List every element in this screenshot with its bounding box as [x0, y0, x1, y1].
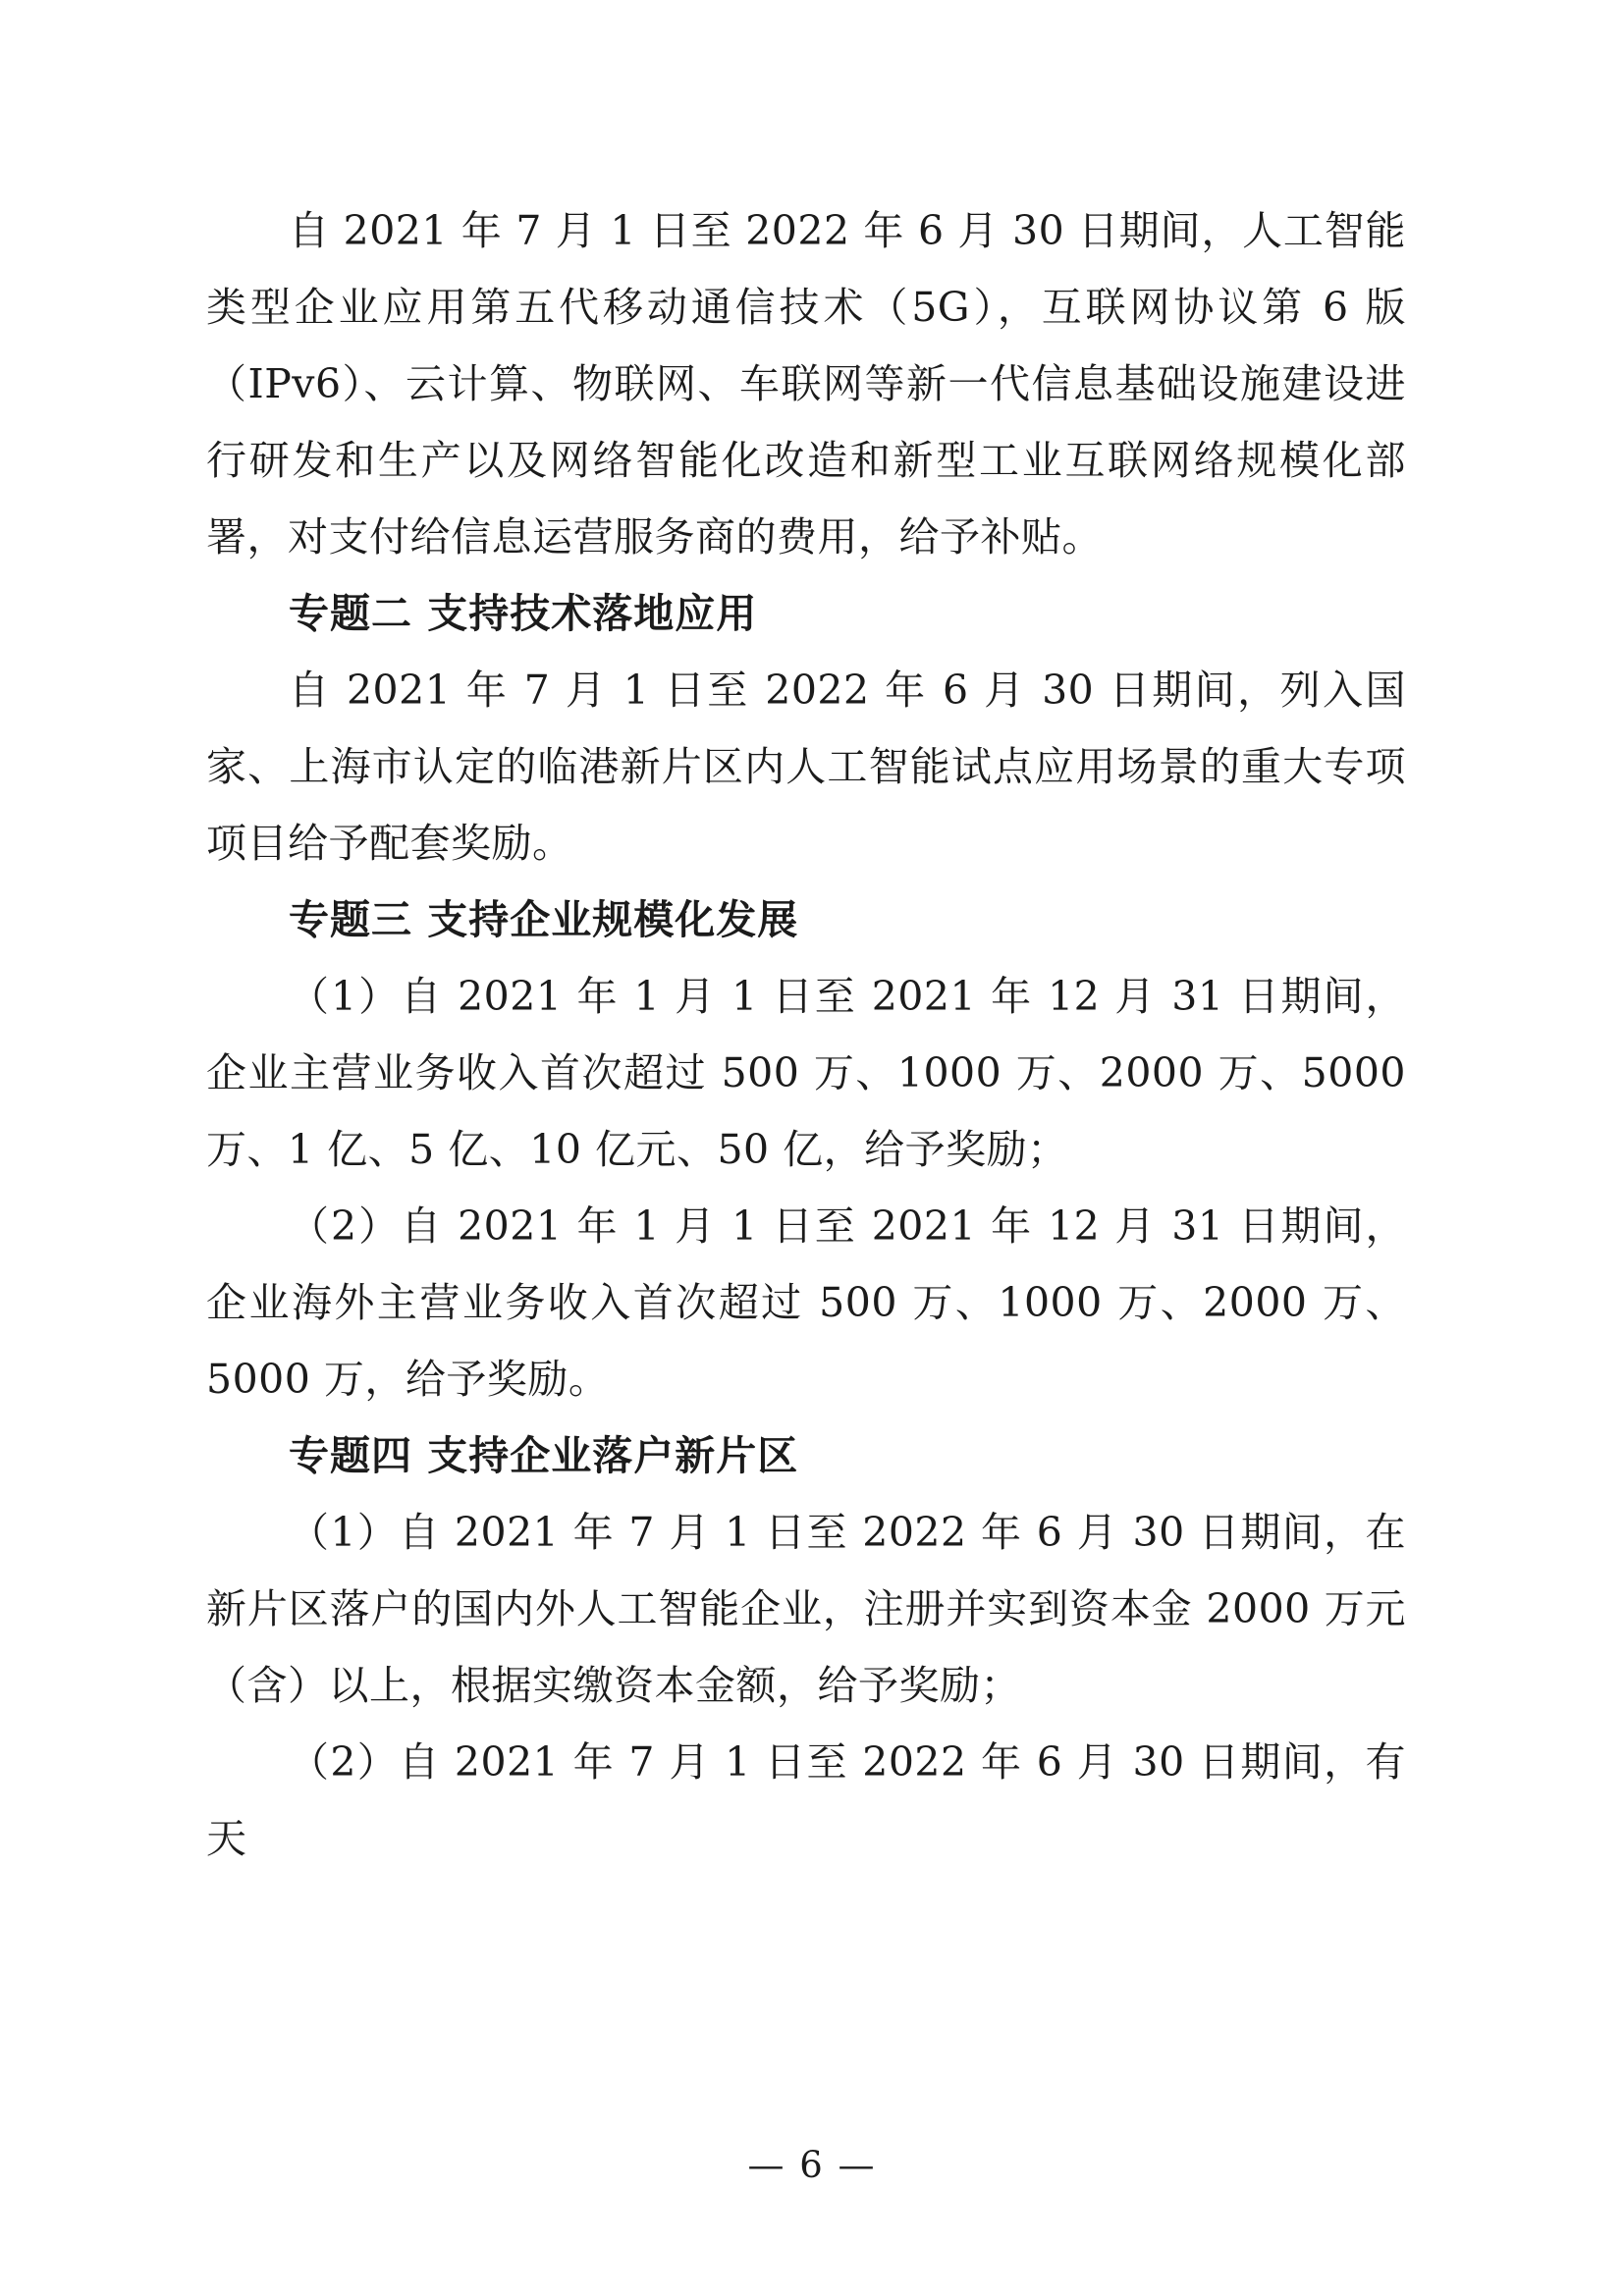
paragraph-topic-two-body: 自 2021 年 7 月 1 日至 2022 年 6 月 30 日期间，列入国家、上海市认定的临港新片区内人工智能试点应用场景的重大专项项目给予配套奖励。 — [206, 667, 1406, 867]
paragraph-topic-three-item-1: （1）自 2021 年 1 月 1 日至 2021 年 12 月 31 日期间，企业主营业务收入首次超过 500 万、1000 万、2000 万、5000 万、1 亿、5 亿、10 亿元、50 亿，给予奖励； — [206, 973, 1406, 1173]
heading-topic-four: 专题四 支持企业落户新片区 — [289, 1432, 799, 1479]
paragraph-topic-four-item-1: （1）自 2021 年 7 月 1 日至 2022 年 6 月 30 日期间，在新片区落户的国内外人工智能企业，注册并实到资本金 2000 万元（含）以上，根据实缴资本金额，给予奖励； — [206, 1509, 1406, 1709]
page-number: — 6 — — [747, 2144, 877, 2186]
heading-topic-two: 专题二 支持技术落地应用 — [289, 590, 758, 637]
paragraph-ai-infrastructure-subsidy: 自 2021 年 7 月 1 日至 2022 年 6 月 30 日期间，人工智能类型企业应用第五代移动通信技术（5G），互联网协议第 6 版（IPv6）、云计算、物联网、车联网等新一代信息基础设施建设进行研发和生产以及网络智能化改造和新型工业互联网络规模化部署，对支付给信息运营服务商的费用，给予补贴。 — [206, 207, 1406, 561]
document-body — [206, 192, 1406, 1877]
heading-topic-three: 专题三 支持企业规模化发展 — [289, 896, 799, 943]
paragraph-topic-four-item-2: （2）自 2021 年 7 月 1 日至 2022 年 6 月 30 日期间，有天 — [206, 1738, 1406, 1862]
paragraph-topic-three-item-2: （2）自 2021 年 1 月 1 日至 2021 年 12 月 31 日期间，企业海外主营业务收入首次超过 500 万、1000 万、2000 万、5000 万，给予奖励。 — [206, 1202, 1406, 1403]
